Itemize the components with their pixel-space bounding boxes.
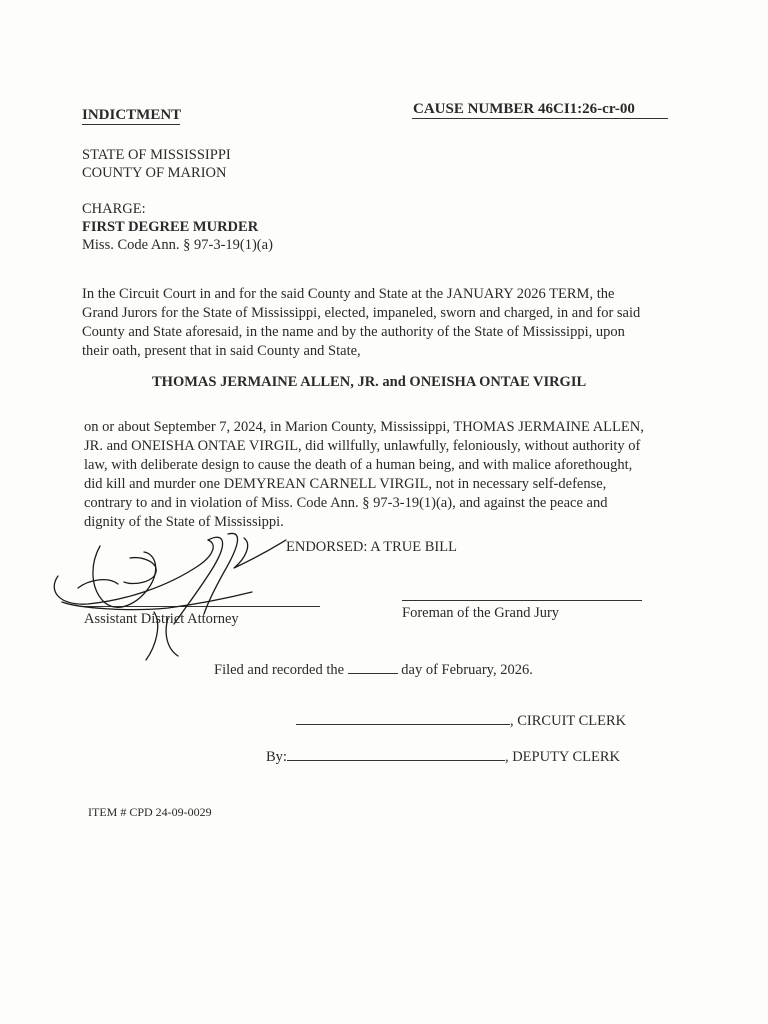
deputy-clerk-blank xyxy=(287,760,505,761)
handwritten-signature xyxy=(38,528,288,668)
deputy-clerk-row xyxy=(266,748,620,767)
charge-label: CHARGE: xyxy=(82,201,146,217)
filing-suffix: day of February, 2026. xyxy=(401,662,533,678)
cause-number-underline xyxy=(412,118,668,119)
filing-day-blank xyxy=(348,673,398,674)
cause-number: CAUSE NUMBER 46CI1:26-cr-00 xyxy=(413,101,635,117)
by-label: By: xyxy=(266,749,287,765)
foreman-signature-line xyxy=(402,600,642,601)
intro-line: In the Circuit Court in and for the said County and State at the JANUARY 2026 TERM, the xyxy=(82,286,615,302)
charge-paragraph xyxy=(84,418,670,532)
item-number: ITEM # CPD 24-09-0029 xyxy=(88,805,212,819)
endorsement: ENDORSED: A TRUE BILL xyxy=(286,539,457,555)
intro-paragraph xyxy=(82,285,668,361)
document-title: INDICTMENT xyxy=(82,107,182,123)
circuit-clerk-label: , CIRCUIT CLERK xyxy=(510,713,627,729)
circuit-clerk-row xyxy=(296,712,626,731)
defendants-names: THOMAS JERMAINE ALLEN, JR. and ONEISHA ONTAE VIRGIL xyxy=(152,374,587,390)
intro-line: County and State aforesaid, in the name and by the authority of the State of Mississippi, upon xyxy=(82,324,625,340)
filing-prefix: Filed and recorded the xyxy=(214,662,345,678)
charge-line: did kill and murder one DEMYREAN CARNELL VIRGIL, not in necessary self-defense, xyxy=(84,476,607,492)
title-underline xyxy=(82,124,180,125)
filing-line xyxy=(214,661,533,680)
charge-line: on or about September 7, 2024, in Marion County, Mississippi, THOMAS JERMAINE ALLEN, xyxy=(84,419,644,435)
charge-line: dignity of the State of Mississippi. xyxy=(84,514,284,530)
charge-line: JR. and ONEISHA ONTAE VIRGIL, did willfully, unlawfully, feloniously, without authority of xyxy=(84,438,641,454)
charge-line: law, with deliberate design to cause the death of a human being, and with malice aforethought, xyxy=(84,457,633,473)
charge-statute: Miss. Code Ann. § 97-3-19(1)(a) xyxy=(82,237,273,253)
charge-line: contrary to and in violation of Miss. Code Ann. § 97-3-19(1)(a), and against the peace and xyxy=(84,495,608,511)
state-name: STATE OF MISSISSIPPI xyxy=(82,147,231,163)
intro-line: their oath, present that in said County and State, xyxy=(82,343,361,359)
charge-name: FIRST DEGREE MURDER xyxy=(82,219,259,235)
intro-line: Grand Jurors for the State of Mississippi, elected, impaneled, sworn and charged, in and for said xyxy=(82,305,641,321)
deputy-clerk-label: , DEPUTY CLERK xyxy=(504,749,621,765)
ada-label: Assistant District Attorney xyxy=(84,611,239,627)
foreman-label: Foreman of the Grand Jury xyxy=(402,605,560,621)
circuit-clerk-blank xyxy=(296,724,510,725)
county-name: COUNTY OF MARION xyxy=(82,165,227,181)
